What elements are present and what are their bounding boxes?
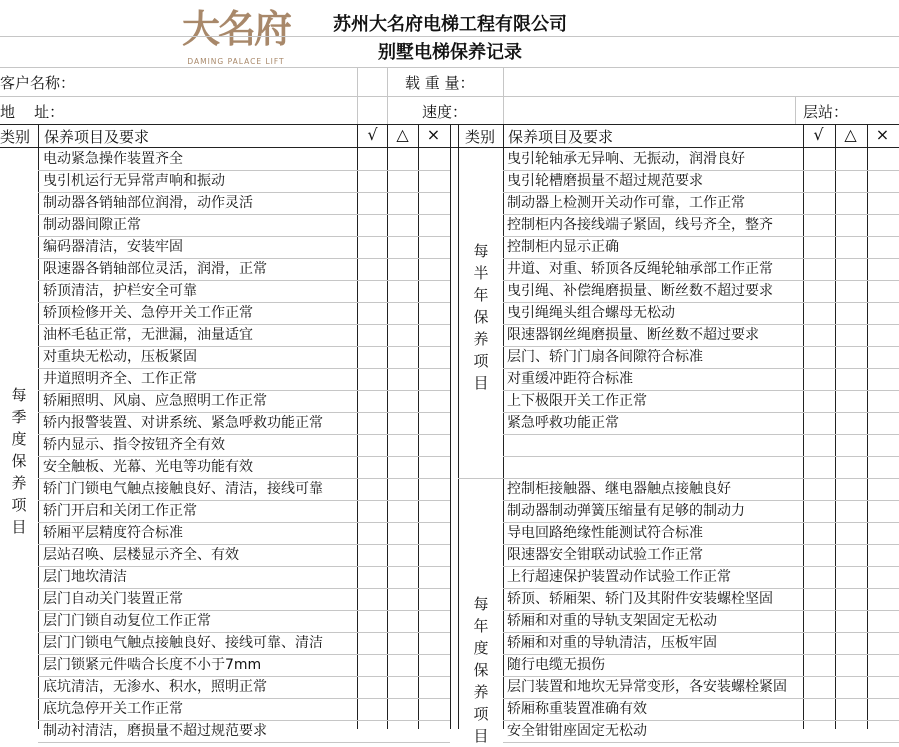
check-icon: √: [813, 125, 824, 144]
cross-icon: ×: [426, 125, 441, 144]
speed-label: 速度：: [422, 103, 468, 121]
grid-line: [357, 67, 358, 124]
quarterly-item: 轿内显示、指令按钮齐全有效: [43, 437, 225, 453]
half-year-item: 曳引绳、补偿绳磨损量、断丝数不超过要求: [507, 283, 773, 299]
half-year-category-label: [472, 240, 490, 394]
half-year-item: 对重缓冲距符合标准: [507, 371, 633, 387]
quarterly-item: 轿门开启和关闭工作正常: [43, 503, 197, 519]
half-year-category-text: 每半年保养项目: [473, 242, 489, 392]
half-year-item: 控制柜内各接线端子紧固，线号齐全，整齐: [507, 217, 773, 233]
half-year-item: 限速器钢丝绳磨损量、断丝数不超过要求: [507, 327, 759, 343]
year-item: 轿厢和对重的导轨清洁，压板牢固: [507, 635, 717, 651]
half-year-item: 控制柜内显示正确: [507, 239, 619, 255]
year-item: 安全钳钳座固定无松动: [507, 723, 647, 739]
half-year-item: 曳引轮轴承无异响、无振动，润滑良好: [507, 151, 745, 167]
quarterly-item: 井道照明齐全、工作正常: [43, 371, 197, 387]
check-icon: √: [367, 125, 378, 144]
grid-line: [387, 67, 388, 124]
company-logo: [172, 4, 302, 66]
quarterly-item: 层门锁紧元件啮合长度不小于7mm: [43, 657, 262, 673]
grid-line: [458, 124, 459, 729]
grid-line: [0, 67, 899, 68]
half-year-item: 制动器上检测开关动作可靠，工作正常: [507, 195, 745, 211]
quarterly-item: 层门地坎清洁: [43, 569, 127, 585]
quarterly-item: 制动器间隙正常: [43, 217, 141, 233]
year-item: 层门装置和地坎无异常变形，各安装螺栓紧固: [507, 679, 787, 695]
quarterly-item: 曳引机运行无异常声响和振动: [43, 173, 225, 189]
year-item: 控制柜接触器、继电器触点接触良好: [507, 481, 731, 497]
half-year-item: [507, 434, 803, 456]
half-year-item: 井道、对重、轿顶各反绳轮轴承部工作正常: [507, 261, 773, 277]
quarterly-item: 底坑急停开关工作正常: [43, 701, 183, 717]
cross-icon: ×: [875, 125, 890, 144]
quarterly-item: 轿厢平层精度符合标准: [43, 525, 183, 541]
triangle-icon: △: [396, 125, 409, 144]
right-items-header: 保养项目及要求: [508, 128, 614, 146]
quarterly-item: 轿厢照明、风扇、应急照明工作正常: [43, 393, 267, 409]
quarterly-category-text: 每季度保养项目: [11, 386, 27, 536]
grid-line: [503, 67, 504, 124]
grid-line: [0, 36, 899, 37]
year-item: 上行超速保护装置动作试验工作正常: [507, 569, 731, 585]
floors-label: 层站：: [803, 103, 849, 121]
left-category-header: 类别: [0, 128, 31, 146]
triangle-icon: △: [844, 125, 857, 144]
year-category-text: 每年度保养项目: [473, 595, 489, 745]
year-item: 轿厢称重装置准确有效: [507, 701, 647, 717]
logo-english-text: DAMING PALACE LIFT: [187, 57, 285, 66]
row-divider: [38, 742, 450, 743]
year-item: 轿厢和对重的导轨支架固定无松动: [507, 613, 717, 629]
quarterly-item: 安全触板、光幕、光电等功能有效: [43, 459, 253, 475]
quarterly-category-label: [10, 384, 28, 538]
customer-name-label: 客户名称：: [0, 74, 76, 92]
quarterly-item: 限速器各销轴部位灵活，润滑，正常: [43, 261, 267, 277]
quarterly-item: 层门自动关门装置正常: [43, 591, 183, 607]
address-label: 地 址：: [0, 103, 65, 121]
company-name: 苏州大名府电梯工程有限公司: [333, 14, 567, 35]
load-label: 载 重 量：: [405, 74, 475, 92]
logo-mark: 大名府: [181, 6, 290, 51]
half-year-item: 曳引绳绳头组合螺母无松动: [507, 305, 675, 321]
quarterly-item: 轿内报警装置、对讲系统、紧急呼救功能正常: [43, 415, 323, 431]
half-year-item: 层门、轿门门扇各间隙符合标准: [507, 349, 703, 365]
year-item: 随行电缆无损伤: [507, 657, 605, 673]
grid-line: [450, 124, 451, 729]
quarterly-item: 层站召唤、层楼显示齐全、有效: [43, 547, 239, 563]
row-divider: [458, 478, 503, 479]
quarterly-item: 底坑清洁，无渗水、积水，照明正常: [43, 679, 267, 695]
quarterly-item: 电动紧急操作装置齐全: [43, 151, 183, 167]
row-divider: [503, 742, 899, 743]
quarterly-item: 层门门锁电气触点接触良好、接线可靠、清洁: [43, 635, 323, 651]
quarterly-item: 轿顶检修开关、急停开关工作正常: [43, 305, 253, 321]
right-category-header: 类别: [465, 128, 496, 146]
year-category-label: [472, 593, 490, 747]
quarterly-item: 层门门锁自动复位工作正常: [43, 613, 211, 629]
year-item: 轿顶、轿厢架、轿门及其附件安装螺栓坚固: [507, 591, 773, 607]
year-item: 制动器制动弹簧压缩量有足够的制动力: [507, 503, 745, 519]
half-year-item: 上下极限开关工作正常: [507, 393, 647, 409]
quarterly-item: 轿门门锁电气触点接触良好、清洁，接线可靠: [43, 481, 323, 497]
page-title: 别墅电梯保养记录: [378, 42, 522, 63]
year-item: 导电回路绝缘性能测试符合标准: [507, 525, 703, 541]
quarterly-item: 制动器各销轴部位润滑，动作灵活: [43, 195, 253, 211]
half-year-item: 曳引轮槽磨损量不超过规范要求: [507, 173, 703, 189]
half-year-item: 紧急呼救功能正常: [507, 415, 619, 431]
quarterly-item: 对重块无松动，压板紧固: [43, 349, 197, 365]
quarterly-item: 轿顶清洁，护栏安全可靠: [43, 283, 197, 299]
quarterly-item: 油杯毛毡正常，无泄漏，油量适宜: [43, 327, 253, 343]
half-year-item: [507, 456, 803, 478]
quarterly-item: 制动衬清洁，磨损量不超过规范要求: [43, 723, 267, 739]
grid-line: [795, 96, 796, 124]
quarterly-item: 编码器清洁，安装牢固: [43, 239, 183, 255]
grid-line: [0, 96, 899, 97]
year-item: 限速器安全钳联动试验工作正常: [507, 547, 703, 563]
left-items-header: 保养项目及要求: [44, 128, 150, 146]
